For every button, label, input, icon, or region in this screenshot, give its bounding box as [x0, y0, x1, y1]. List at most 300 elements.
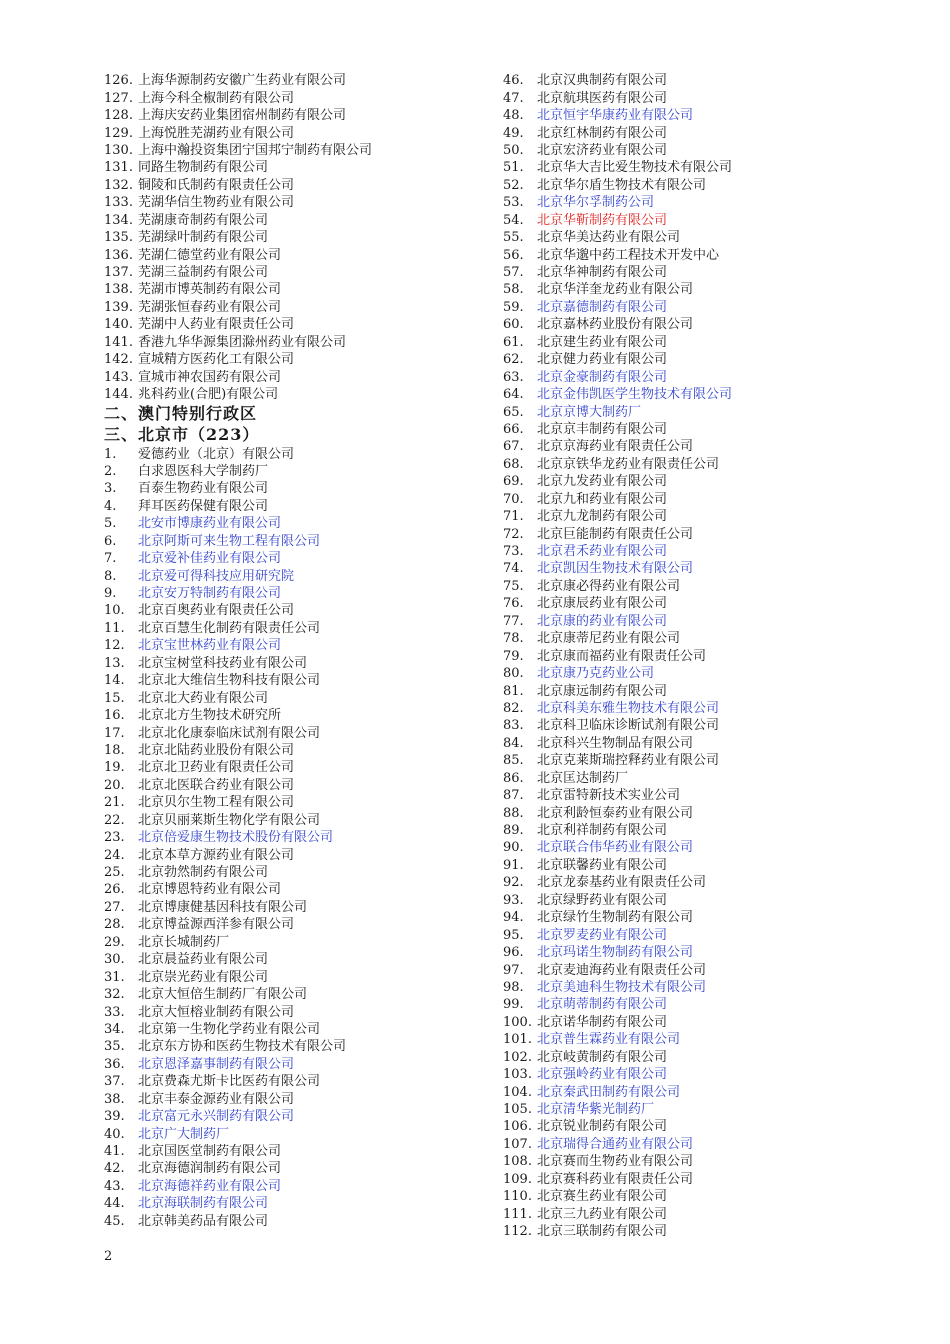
list-item — [104, 177, 484, 194]
company-name[interactable]: 北京强岭药业有限公司 — [537, 1067, 668, 1083]
company-name: 北京北大药业有限公司 — [138, 690, 269, 706]
item-number: 14. — [104, 673, 125, 689]
company-name: 北京晨益药业有限公司 — [138, 952, 269, 968]
company-name: 北京京铁华龙药业有限责任公司 — [537, 456, 720, 472]
item-number: 79. — [503, 648, 524, 664]
item-number: 81. — [503, 683, 524, 699]
company-name: 北京北陆药业股份有限公司 — [138, 742, 295, 758]
company-name[interactable]: 北京爱补佳药业有限公司 — [138, 551, 282, 567]
company-name: 芜湖张恒春药业有限公司 — [138, 299, 282, 315]
company-name[interactable]: 北京清华紫光制药厂 — [537, 1102, 655, 1118]
company-name: 上海庆安药业集团宿州制药有限公司 — [138, 108, 347, 124]
list-item — [503, 804, 923, 821]
item-number: 69. — [503, 474, 524, 490]
item-number: 84. — [503, 735, 524, 751]
page-number: 2 — [104, 1249, 113, 1264]
company-name: 北京百慧生化制药有限责任公司 — [138, 620, 321, 636]
item-number: 12. — [104, 638, 125, 654]
item-number: 42. — [104, 1161, 125, 1177]
company-name: 北京科兴生物制品有限公司 — [537, 735, 694, 751]
item-number: 38. — [104, 1091, 125, 1107]
list-item — [503, 316, 923, 333]
company-name: 兆科药业(合肥)有限公司 — [138, 387, 279, 403]
company-name: 北京诺华制药有限公司 — [537, 1014, 668, 1030]
list-item — [104, 707, 484, 724]
list-item — [503, 525, 923, 542]
company-name[interactable]: 北京君禾药业有限公司 — [537, 544, 668, 560]
list-item — [503, 368, 923, 385]
item-number: 50. — [503, 142, 524, 158]
item-number: 13. — [104, 655, 125, 671]
list-item — [503, 438, 923, 455]
company-name: 北京本草方源药业有限公司 — [138, 847, 295, 863]
item-number: 77. — [503, 613, 524, 629]
company-name: 北京赛而生物药业有限公司 — [537, 1154, 694, 1170]
list-item — [104, 1213, 484, 1230]
item-number: 44. — [104, 1196, 125, 1212]
item-number: 16. — [104, 708, 125, 724]
company-name[interactable]: 北京阿斯可来生物工程有限公司 — [138, 533, 321, 549]
company-name: 北京海德润制药有限公司 — [138, 1161, 282, 1177]
company-name[interactable]: 北京普生霖药业有限公司 — [537, 1032, 681, 1048]
list-item — [503, 1153, 923, 1170]
company-name: 北京华邈中药工程技术开发中心 — [537, 247, 720, 263]
list-item — [503, 770, 923, 787]
list-item — [104, 498, 484, 515]
list-item — [503, 403, 923, 420]
list-item — [104, 299, 484, 316]
company-name: 北京联馨药业有限公司 — [537, 857, 668, 873]
item-number: 104. — [503, 1084, 532, 1100]
item-number: 68. — [503, 456, 524, 472]
company-name[interactable]: 北京爱可得科技应用研究院 — [138, 568, 295, 584]
item-number: 102. — [503, 1049, 532, 1065]
list-item — [503, 700, 923, 717]
company-name: 北京华美达药业有限公司 — [537, 230, 681, 246]
item-number: 126. — [104, 73, 133, 89]
list-item — [104, 334, 484, 351]
item-number: 5. — [104, 516, 117, 532]
list-item — [503, 456, 923, 473]
list-item — [104, 829, 484, 846]
company-name: 北京韩美药品有限公司 — [138, 1213, 269, 1229]
item-number: 65. — [503, 404, 524, 420]
company-name: 北京贝尔生物工程有限公司 — [138, 795, 295, 811]
list-item — [503, 665, 923, 682]
list-item — [503, 281, 923, 298]
list-item — [503, 72, 923, 89]
company-name: 百泰生物药业有限公司 — [138, 481, 269, 497]
list-item — [104, 742, 484, 759]
company-name: 北京嘉林药业股份有限公司 — [537, 317, 694, 333]
list-item — [104, 142, 484, 159]
item-number: 31. — [104, 969, 125, 985]
list-item — [503, 89, 923, 106]
item-number: 90. — [503, 840, 524, 856]
company-name[interactable]: 北京联合伟华药业有限公司 — [537, 840, 694, 856]
item-number: 70. — [503, 491, 524, 507]
list-item — [503, 578, 923, 595]
company-name: 北京北医联合药业有限公司 — [138, 777, 295, 793]
item-number: 7. — [104, 551, 117, 567]
list-item — [104, 986, 484, 1003]
item-number: 27. — [104, 899, 125, 915]
company-name[interactable]: 北京康乃克药业公司 — [537, 666, 655, 682]
item-number: 106. — [503, 1119, 532, 1135]
company-name: 北京绿竹生物制药有限公司 — [537, 910, 694, 926]
item-number: 83. — [503, 718, 524, 734]
company-name: 北京京海药业有限责任公司 — [537, 439, 694, 455]
item-number: 43. — [104, 1178, 125, 1194]
list-item — [104, 934, 484, 951]
list-item — [503, 682, 923, 699]
item-number: 144. — [104, 387, 133, 403]
item-number: 30. — [104, 952, 125, 968]
company-name: 北京汉典制药有限公司 — [537, 73, 668, 89]
item-number: 25. — [104, 865, 125, 881]
company-name: 上海今科全椒制药有限公司 — [138, 90, 295, 106]
item-number: 6. — [104, 533, 117, 549]
company-name: 芜湖三益制药有限公司 — [138, 265, 269, 281]
item-number: 37. — [104, 1074, 125, 1090]
company-name[interactable]: 北京恒宇华康药业有限公司 — [537, 108, 694, 124]
item-number: 91. — [503, 857, 524, 873]
company-name: 北京龙泰基药业有限责任公司 — [537, 875, 707, 891]
item-number: 111. — [503, 1206, 532, 1222]
company-name: 北京赛生药业有限公司 — [537, 1189, 668, 1205]
list-item — [104, 124, 484, 141]
company-name: 北京博恩特药业有限公司 — [138, 882, 282, 898]
company-name: 北京岐黄制药有限公司 — [537, 1049, 668, 1065]
company-name: 北京航琪医药有限公司 — [537, 90, 668, 106]
company-name: 北京麦迪海药业有限责任公司 — [537, 962, 707, 978]
item-number: 96. — [503, 945, 524, 961]
list-item — [104, 515, 484, 532]
list-item — [503, 909, 923, 926]
list-item — [503, 613, 923, 630]
list-item — [503, 1014, 923, 1031]
item-number: 61. — [503, 334, 524, 350]
company-name[interactable]: 北京萌蒂制药有限公司 — [537, 997, 668, 1013]
item-number: 56. — [503, 247, 524, 263]
list-item — [104, 689, 484, 706]
company-name: 北京绿野药业有限公司 — [537, 892, 668, 908]
list-item — [104, 602, 484, 619]
company-name: 北京勃然制药有限公司 — [138, 865, 269, 881]
list-item — [503, 194, 923, 211]
list-item — [104, 463, 484, 480]
item-number: 105. — [503, 1102, 532, 1118]
list-item — [104, 1003, 484, 1020]
list-item — [503, 961, 923, 978]
list-item — [503, 944, 923, 961]
list-item — [503, 473, 923, 490]
item-number: 59. — [503, 299, 524, 315]
item-number: 135. — [104, 230, 133, 246]
list-item — [104, 968, 484, 985]
list-item — [104, 212, 484, 229]
company-name: 北京雷特新技术实业公司 — [537, 788, 681, 804]
list-item — [503, 892, 923, 909]
item-number: 134. — [104, 212, 133, 228]
company-name: 北京丰泰金源药业有限公司 — [138, 1091, 295, 1107]
company-name: 北京京丰制药有限公司 — [537, 421, 668, 437]
item-number: 49. — [503, 125, 524, 141]
item-number: 18. — [104, 742, 125, 758]
list-item — [503, 926, 923, 943]
list-item — [503, 124, 923, 141]
item-number: 132. — [104, 177, 133, 193]
company-name: 芜湖华信生物药业有限公司 — [138, 195, 295, 211]
company-name[interactable]: 北京安万特制药有限公司 — [138, 586, 282, 602]
item-number: 2. — [104, 463, 117, 479]
company-name: 上海华源制药安徽广生药业有限公司 — [138, 73, 347, 89]
item-number: 66. — [503, 421, 524, 437]
company-name[interactable]: 北京京博大制药厂 — [537, 404, 642, 420]
list-item — [104, 368, 484, 385]
item-number: 60. — [503, 317, 524, 333]
list-item — [503, 787, 923, 804]
company-name: 北京三九药业有限公司 — [537, 1206, 668, 1222]
company-name: 爱德药业（北京）有限公司 — [138, 446, 295, 462]
company-name: 北京健力药业有限公司 — [537, 352, 668, 368]
company-name: 北京九发药业有限公司 — [537, 474, 668, 490]
list-item — [104, 655, 484, 672]
item-number: 131. — [104, 160, 133, 176]
item-number: 85. — [503, 753, 524, 769]
company-name[interactable]: 北京嘉德制药有限公司 — [537, 299, 668, 315]
list-item — [104, 1108, 484, 1125]
company-name: 拜耳医药保健有限公司 — [138, 498, 269, 514]
list-item — [104, 881, 484, 898]
list-item — [104, 89, 484, 106]
item-number: 99. — [503, 997, 524, 1013]
company-name: 北京康远制药有限公司 — [537, 683, 668, 699]
list-item — [104, 672, 484, 689]
company-name: 芜湖康奇制药有限公司 — [138, 212, 269, 228]
company-name[interactable]: 北京秦武田制药有限公司 — [537, 1084, 681, 1100]
company-name: 北京博康健基因科技有限公司 — [138, 899, 308, 915]
company-name: 北京利龄恒泰药业有限公司 — [537, 805, 694, 821]
company-name: 北京克莱斯瑞控释药业有限公司 — [537, 753, 720, 769]
list-item — [503, 508, 923, 525]
list-item — [503, 421, 923, 438]
company-name[interactable]: 北京宝世林药业有限公司 — [138, 638, 282, 654]
list-item — [503, 229, 923, 246]
item-number: 47. — [503, 90, 524, 106]
company-name[interactable]: 北京康的药业有限公司 — [537, 613, 668, 629]
company-name: 北京利祥制药有限公司 — [537, 823, 668, 839]
list-item — [503, 1205, 923, 1222]
list-item — [503, 543, 923, 560]
item-number: 82. — [503, 700, 524, 716]
item-number: 97. — [503, 962, 524, 978]
list-item — [503, 351, 923, 368]
item-number: 140. — [104, 317, 133, 333]
item-number: 138. — [104, 282, 133, 298]
list-item — [503, 752, 923, 769]
company-name[interactable]: 北京倍爱康生物技术股份有限公司 — [138, 830, 334, 846]
item-number: 51. — [503, 160, 524, 176]
company-name: 北京康必得药业有限公司 — [537, 578, 681, 594]
list-item — [104, 550, 484, 567]
list-item — [104, 916, 484, 933]
list-item — [104, 264, 484, 281]
list-item — [104, 864, 484, 881]
item-number: 22. — [104, 812, 125, 828]
item-number: 93. — [503, 892, 524, 908]
company-name: 北京匡达制药厂 — [537, 770, 629, 786]
item-number: 52. — [503, 177, 524, 193]
list-item — [503, 386, 923, 403]
list-item — [104, 229, 484, 246]
company-name: 北京赛科药业有限责任公司 — [537, 1171, 694, 1187]
company-name: 北京东方协和医药生物技术有限公司 — [138, 1039, 347, 1055]
list-item — [503, 1049, 923, 1066]
item-number: 80. — [503, 666, 524, 682]
list-item — [104, 351, 484, 368]
company-name[interactable]: 北京广大制药厂 — [138, 1126, 230, 1142]
list-item — [104, 533, 484, 550]
list-item — [503, 560, 923, 577]
item-number: 100. — [503, 1014, 532, 1030]
company-name: 北京九和药业有限公司 — [537, 491, 668, 507]
list-item — [104, 107, 484, 124]
company-name: 北京长城制药厂 — [138, 934, 230, 950]
item-number: 98. — [503, 979, 524, 995]
company-name: 北京贝丽莱斯生物化学有限公司 — [138, 812, 321, 828]
company-name: 芜湖中人药业有限责任公司 — [138, 317, 295, 333]
list-item — [503, 212, 923, 229]
list-item — [104, 812, 484, 829]
company-name[interactable]: 北京瑞得合通药业有限公司 — [537, 1136, 694, 1152]
list-item — [104, 480, 484, 497]
item-number: 137. — [104, 265, 133, 281]
list-item — [104, 777, 484, 794]
item-number: 75. — [503, 578, 524, 594]
item-number: 141. — [104, 334, 133, 350]
company-name: 北京康辰药业有限公司 — [537, 596, 668, 612]
company-name: 北京大恒榕业制药有限公司 — [138, 1004, 295, 1020]
list-item — [104, 194, 484, 211]
list-item — [104, 246, 484, 263]
list-item — [104, 72, 484, 89]
company-name: 同路生物制药有限公司 — [138, 160, 269, 176]
list-item — [503, 299, 923, 316]
item-number: 8. — [104, 568, 117, 584]
list-item — [503, 874, 923, 891]
list-item — [104, 445, 484, 462]
list-item — [503, 142, 923, 159]
item-number: 35. — [104, 1039, 125, 1055]
company-name[interactable]: 北京玛诺生物制药有限公司 — [537, 945, 694, 961]
list-item — [503, 1188, 923, 1205]
item-number: 4. — [104, 498, 117, 514]
company-name: 铜陵和氏制药有限责任公司 — [138, 177, 295, 193]
list-item — [503, 1031, 923, 1048]
company-name[interactable]: 北京美迪科生物技术有限公司 — [537, 979, 707, 995]
company-name: 北京华洋奎龙药业有限公司 — [537, 282, 694, 298]
item-number: 95. — [503, 927, 524, 943]
company-name[interactable]: 北京海德祥药业有限公司 — [138, 1178, 282, 1194]
list-item — [503, 334, 923, 351]
section-heading: 二、澳门特别行政区 — [104, 404, 258, 424]
item-number: 33. — [104, 1004, 125, 1020]
item-number: 64. — [503, 387, 524, 403]
list-item — [104, 316, 484, 333]
item-number: 53. — [503, 195, 524, 211]
list-item — [104, 585, 484, 602]
list-item — [104, 846, 484, 863]
list-item — [503, 1118, 923, 1135]
item-number: 63. — [503, 369, 524, 385]
company-name: 北京华大吉比爱生物技术有限公司 — [537, 160, 733, 176]
item-number: 24. — [104, 847, 125, 863]
company-name[interactable]: 北京华靳制药有限公司 — [537, 212, 668, 228]
company-name: 北京红林制药有限公司 — [537, 125, 668, 141]
list-item — [503, 246, 923, 263]
list-item — [503, 1083, 923, 1100]
right-column — [503, 72, 923, 1240]
company-name: 北京国医堂制药有限公司 — [138, 1144, 282, 1160]
company-name[interactable]: 北京富元永兴制药有限公司 — [138, 1109, 295, 1125]
section-heading: 三、北京市（223） — [104, 425, 260, 445]
list-item — [104, 951, 484, 968]
company-name[interactable]: 北京华尔孚制药公司 — [537, 195, 655, 211]
item-number: 36. — [104, 1056, 125, 1072]
item-number: 71. — [503, 509, 524, 525]
company-name: 北京崇光药业有限公司 — [138, 969, 269, 985]
left-column — [104, 72, 484, 1230]
list-item — [503, 1136, 923, 1153]
company-name[interactable]: 北京凯因生物技术有限公司 — [537, 561, 694, 577]
list-item — [503, 595, 923, 612]
company-name: 上海悦胜芜湖药业有限公司 — [138, 125, 295, 141]
item-number: 32. — [104, 987, 125, 1003]
item-number: 143. — [104, 369, 133, 385]
item-number: 57. — [503, 265, 524, 281]
company-name: 北京锐业制药有限公司 — [537, 1119, 668, 1135]
list-item — [104, 724, 484, 741]
company-name: 北京华神制药有限公司 — [537, 265, 668, 281]
item-number: 21. — [104, 795, 125, 811]
company-name: 北京九龙制药有限公司 — [537, 509, 668, 525]
company-name[interactable]: 北京金伟凯医学生物技术有限公司 — [537, 387, 733, 403]
company-name[interactable]: 北安市博康药业有限公司 — [138, 516, 282, 532]
item-number: 20. — [104, 777, 125, 793]
company-name: 北京宝树堂科技药业有限公司 — [138, 655, 308, 671]
item-number: 28. — [104, 917, 125, 933]
list-item — [503, 1101, 923, 1118]
company-name[interactable]: 北京科美东雅生物技术有限公司 — [537, 700, 720, 716]
item-number: 39. — [104, 1109, 125, 1125]
company-name: 芜湖市博英制药有限公司 — [138, 282, 282, 298]
item-number: 58. — [503, 282, 524, 298]
item-number: 73. — [503, 544, 524, 560]
company-name[interactable]: 北京恩泽嘉事制药有限公司 — [138, 1056, 295, 1072]
item-number: 107. — [503, 1136, 532, 1152]
item-number: 62. — [503, 352, 524, 368]
item-number: 142. — [104, 352, 133, 368]
list-item — [104, 386, 484, 403]
item-number: 41. — [104, 1144, 125, 1160]
item-number: 76. — [503, 596, 524, 612]
company-name: 北京北大维信生物科技有限公司 — [138, 673, 321, 689]
company-name[interactable]: 北京海联制药有限公司 — [138, 1196, 269, 1212]
company-name[interactable]: 北京罗麦药业有限公司 — [537, 927, 668, 943]
list-item — [104, 620, 484, 637]
company-name[interactable]: 北京金豪制药有限公司 — [537, 369, 668, 385]
